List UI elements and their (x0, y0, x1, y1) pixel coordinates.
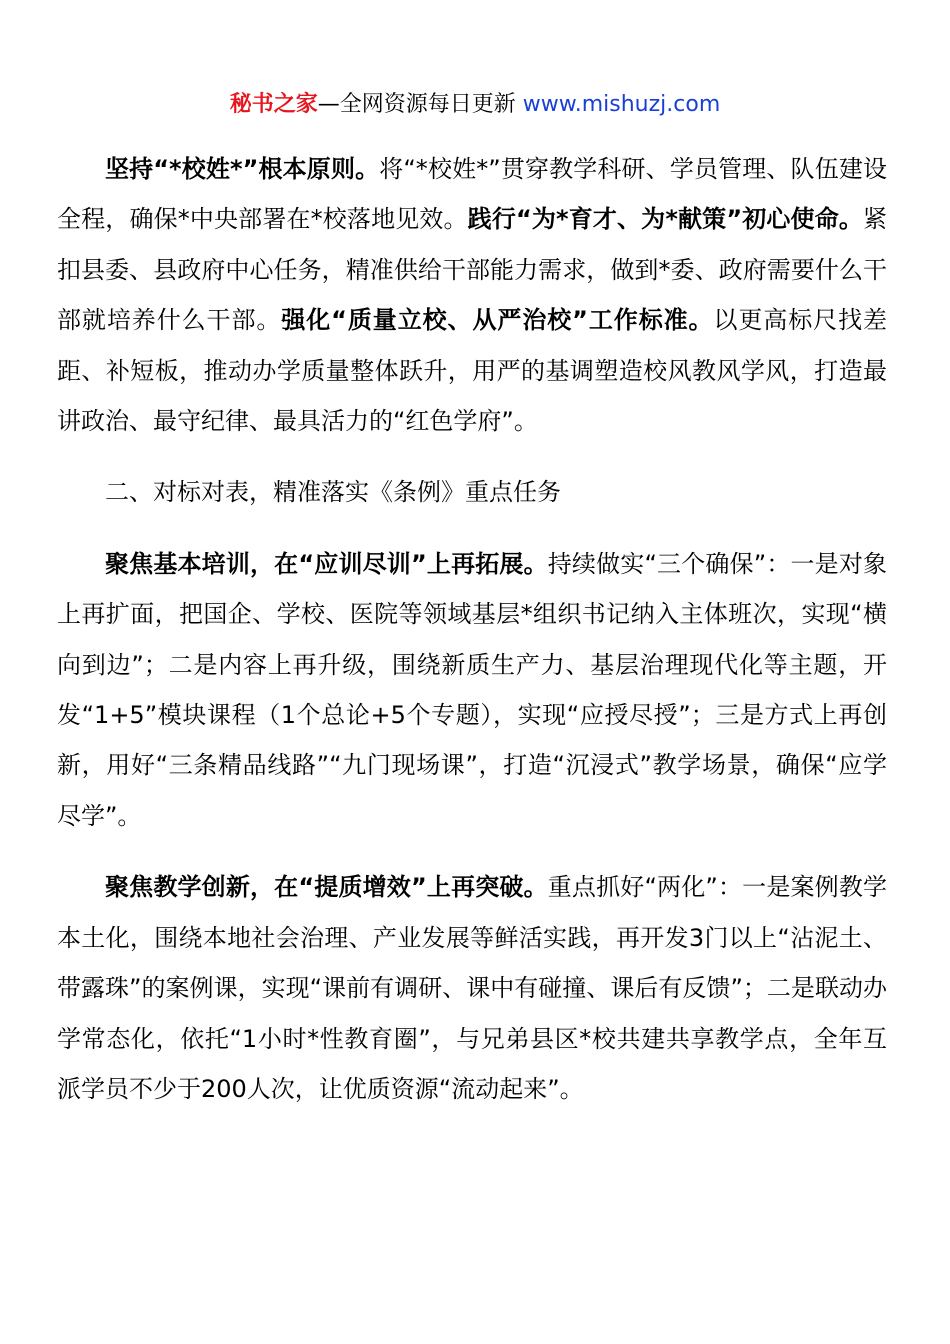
document-body (57, 144, 887, 1135)
body-phrase: 将“*校姓*”贯穿教学科研、学员管理、队伍建设全程，确保*中央部署在*校落地见效。 (57, 155, 887, 234)
lead-phrase: 践行“为*育才、为*献策”初心使命。 (467, 205, 863, 234)
body-phrase: 紧扣县委、县政府中心任务，精准供给干部能力需求，做到*委、政府需要什么干部就培养什么干部。 (57, 205, 887, 335)
paragraph-principles (57, 144, 887, 446)
lead-phrase: 聚焦基本培训，在“应训尽训”上再拓展。 (105, 549, 548, 578)
lead-phrase: 聚焦教学创新，在“提质增效”上再突破。 (105, 873, 548, 902)
body-phrase: 重点抓好“两化”：一是案例教学本土化，围绕本地社会治理、产业发展等鲜活实践，再开发3门以上“沾泥土、带露珠”的案例课，实现“课前有调研、课中有碰撞、课后有反馈”；二是联动办学常态化，依托“1小时*性教育圈”，与兄弟县区*校共建共享教学点，全年互派学员不少于200人次，让优质资源“流动起来”。 (57, 873, 887, 1103)
paragraph-teaching-innovation (57, 862, 887, 1114)
site-tagline: —全网资源每日更新 (317, 92, 523, 117)
body-phrase: 以更高标尺找差距、补短板，推动办学质量整体跃升，用严的基调塑造校风教风学风，打造最讲政治、最守纪律、最具活力的“红色学府”。 (57, 306, 888, 436)
site-header (0, 88, 950, 122)
section-heading: 二、对标对表，精准落实《条例》重点任务 (105, 478, 561, 507)
lead-phrase: 坚持“*校姓*”根本原则。 (105, 155, 380, 183)
body-phrase: 持续做实“三个确保”：一是对象上再扩面，把国企、学校、医院等领域基层*组织书记纳入主体班次，实现“横向到边”；二是内容上再升级，围绕新质生产力、基层治理现代化等主题，开发“1+5”模块课程（1个总论+5个专题），实现“应授尽授”；三是方式上再创新，用好“三条精品线路”“九门现场课”，打造“沉浸式”教学场景，确保“应学尽学”。 (57, 549, 887, 830)
paragraph-basic-training (57, 539, 887, 841)
site-url-link[interactable]: www.mishuzj.com (522, 92, 721, 117)
site-name: 秘书之家 (229, 92, 318, 117)
lead-phrase: 强化“质量立校、从严治校”工作标准。 (281, 306, 714, 335)
